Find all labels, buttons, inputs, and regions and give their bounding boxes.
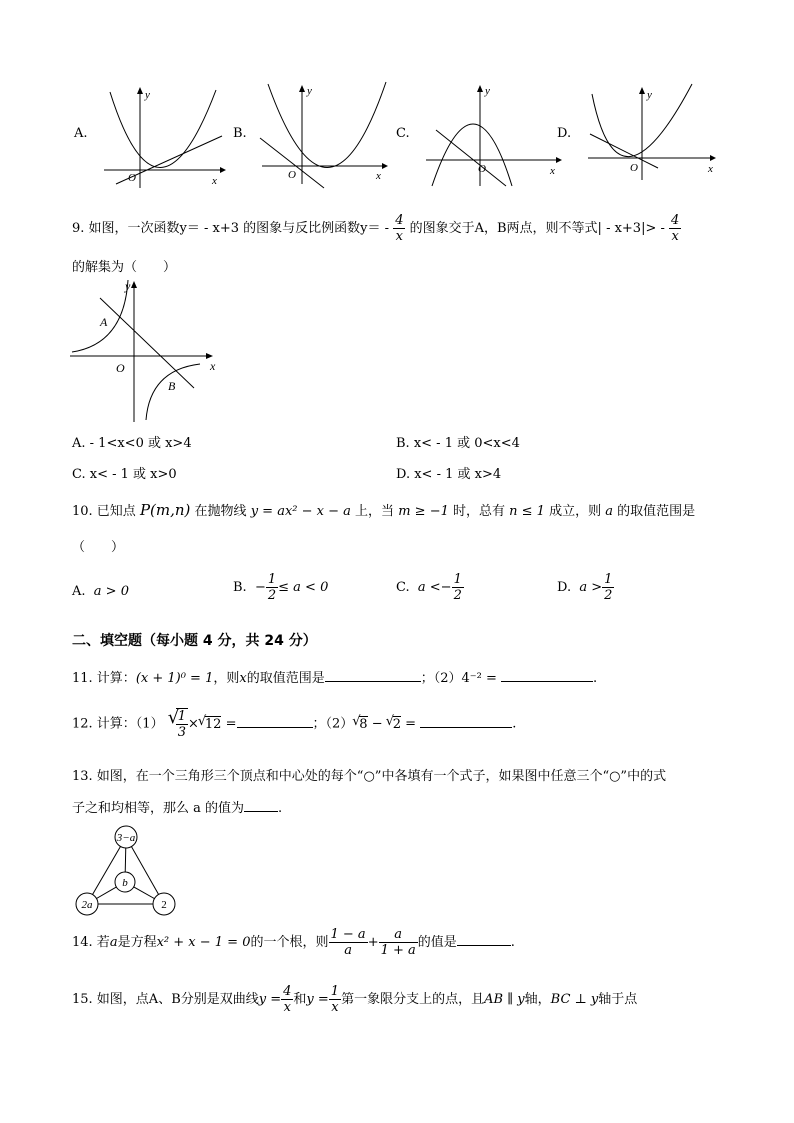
q9-option-c: C. x< - 1 或 x>0 [72,467,177,482]
svg-text:y: y [485,85,490,97]
q11-answer-blank-1 [325,680,421,682]
svg-text:x: x [210,359,216,373]
q9-option-b: B. x< - 1 或 0<x<4 [396,436,520,451]
q12-answer-blank-1 [237,726,313,728]
q10-option-c: C. a <− $\frac{1}{2}$ [396,572,462,603]
q13-line1: 13. 如图，在一个三角形三个顶点和中心处的每个“○”中各填有一个式子，如果图中任意三个“○”中的式 [72,769,667,784]
q11-answer-blank-2 [501,680,593,682]
svg-text:A: A [100,315,108,329]
svg-text:x: x [376,170,381,182]
q8-graph-b [254,82,394,187]
q8-graph-a [96,84,226,189]
q8-graph-d [580,84,720,184]
svg-text:O: O [288,169,296,181]
q13-answer-blank [244,810,278,812]
q13-line2: 子之和均相等，那么 a 的值为 . [72,801,283,816]
svg-text:y: y [307,85,312,97]
svg-text:y: y [647,89,652,101]
node-center: b [122,877,128,889]
node-top: 3−a [116,832,136,844]
q13-triangle-diagram [74,826,184,921]
svg-text:O: O [478,163,486,175]
q10-option-b: B. − $\frac{1}{2}$ ≤ a < 0 [233,572,329,603]
q8-option-b-label: B. [233,126,247,141]
q8-option-c-label: C. [396,126,410,141]
svg-text:x: x [708,163,713,175]
q8-graph-c [420,82,565,187]
node-left: 2a [81,899,93,911]
q14-answer-blank [457,944,511,946]
q9-stem: 9. 如图，一次函数y＝ - x+3 的图象与反比例函数y＝ - $\frac{4}{x}$ 的图象交于A，B两点，则不等式| - x+3|> - $\frac{4}{x}$ [72,213,680,244]
q15: 15. 如图，点A、B分别是双曲线y = $\frac{4}{x}$ 和y = $\frac{1}{x}$ 第一象限分支上的点，且AB ∥ y轴，BC ⊥ y轴于点 [72,984,638,1015]
svg-text:O: O [630,162,638,174]
axis-y-label: y [145,89,150,101]
axis-x-label: x [212,175,217,187]
section-heading-fill-in: 二、填空题（每小题 4 分，共 24 分） [72,633,317,649]
q11: 11. 计算：(x + 1)⁰ = 1，则x的取值范围是 ；（2）4⁻² = . [72,671,598,686]
q10-stem: 10. 已知点 P(m,n) 在抛物线 y = ax² − x − a 上，当 m ≥ −1 时，总有 n ≤ 1 成立，则 a 的取值范围是 [72,501,696,519]
q10-paren: （ ） [72,540,125,555]
q9-stem-line2: 的解集为（ ） [72,260,177,275]
q8-option-d-label: D. [557,126,572,141]
q12-answer-blank-2 [420,726,512,728]
svg-text:O: O [116,361,125,375]
svg-text:y: y [125,279,131,293]
q14: 14. 若a是方程x² + x − 1 = 0的一个根，则 $\frac{1 - a}{a}$ + $\frac{a}{1 + a}$ 的值是 . [72,927,515,958]
svg-text:B: B [168,379,176,393]
q12: 12. 计算：（1） √ $\frac{1}{3}$ × √ 12 = ；（2） √ 8 − √ 2 = . [72,707,517,740]
q9-graph [70,278,230,426]
q10-option-a: A. a > 0 [72,584,129,599]
svg-text:x: x [550,165,555,177]
q8-option-a-label: A. [74,126,88,141]
origin-label: O [128,172,136,184]
node-right: 2 [161,899,167,911]
q9-option-d: D. x< - 1 或 x>4 [396,467,502,482]
sqrt-one-third: √ $\frac{1}{3}$ [167,707,186,740]
q9-option-a: A. - 1<x<0 或 x>4 [72,436,192,451]
q10-option-d: D. a > $\frac{1}{2}$ [557,572,613,603]
